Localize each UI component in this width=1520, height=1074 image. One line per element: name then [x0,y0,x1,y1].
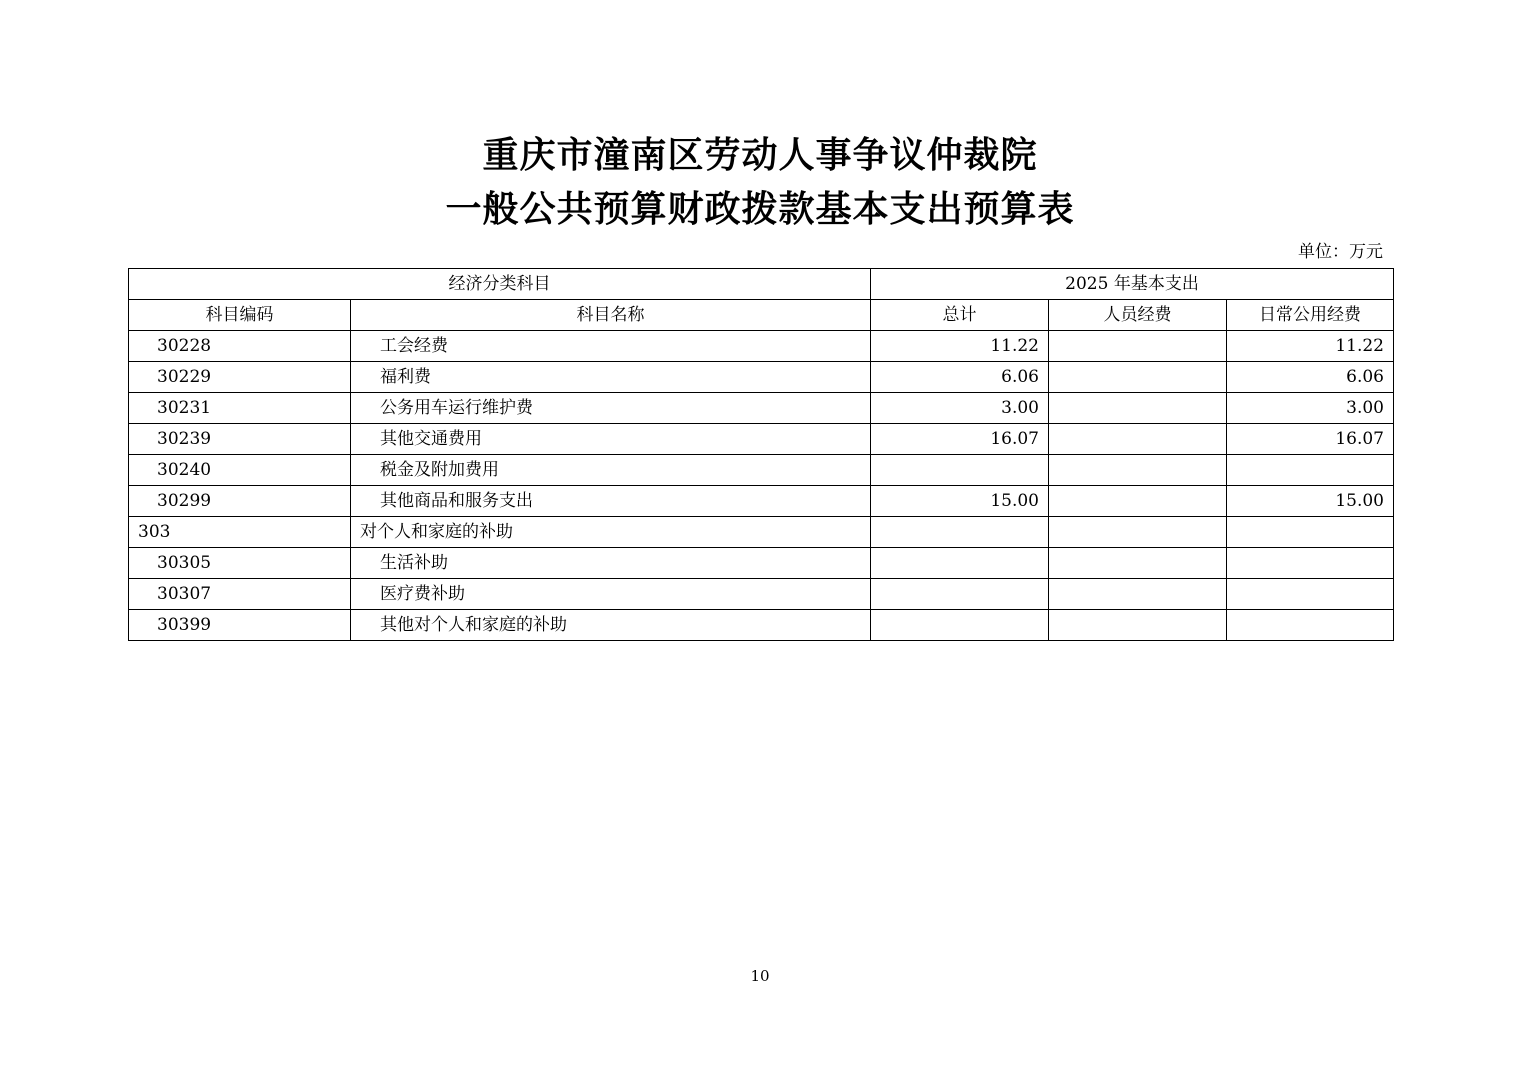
cell-total [871,579,1049,610]
cell-code: 30305 [129,548,351,579]
cell-total: 6.06 [871,362,1049,393]
table-row [129,579,1394,610]
cell-daily [1227,579,1394,610]
cell-personnel [1049,393,1227,424]
table-row [129,610,1394,641]
cell-personnel [1049,455,1227,486]
budget-table [128,268,1394,641]
cell-daily [1227,610,1394,641]
cell-code: 30399 [129,610,351,641]
cell-code: 30240 [129,455,351,486]
cell-name: 对个人和家庭的补助 [351,517,871,548]
cell-total: 15.00 [871,486,1049,517]
cell-personnel [1049,486,1227,517]
group-header-row [129,269,1394,300]
cell-personnel [1049,517,1227,548]
column-header-row [129,300,1394,331]
cell-daily: 15.00 [1227,486,1394,517]
table-row [129,517,1394,548]
table-row [129,424,1394,455]
cell-personnel [1049,610,1227,641]
table-row [129,455,1394,486]
table-row [129,331,1394,362]
cell-daily [1227,517,1394,548]
document-title-line1: 重庆市潼南区劳动人事争议仲裁院 [482,134,1038,176]
document-title-line2: 一般公共预算财政拨款基本支出预算表 [445,188,1075,230]
cell-code: 30239 [129,424,351,455]
cell-name: 生活补助 [351,548,871,579]
table-row [129,393,1394,424]
page-number: 10 [750,967,770,985]
table-row [129,362,1394,393]
header-basic-expenditure: 2025 年基本支出 [871,269,1394,300]
cell-total [871,548,1049,579]
cell-daily [1227,548,1394,579]
cell-personnel [1049,548,1227,579]
header-daily: 日常公用经费 [1227,300,1394,331]
cell-total: 11.22 [871,331,1049,362]
table-row [129,548,1394,579]
header-code: 科目编码 [129,300,351,331]
cell-code: 30307 [129,579,351,610]
cell-code: 30229 [129,362,351,393]
cell-daily: 11.22 [1227,331,1394,362]
cell-daily [1227,455,1394,486]
cell-name: 福利费 [351,362,871,393]
cell-code: 30231 [129,393,351,424]
header-name: 科目名称 [351,300,871,331]
cell-daily: 3.00 [1227,393,1394,424]
cell-total [871,610,1049,641]
header-economic-category: 经济分类科目 [129,269,871,300]
cell-name: 公务用车运行维护费 [351,393,871,424]
cell-code: 303 [129,517,351,548]
cell-code: 30299 [129,486,351,517]
cell-name: 税金及附加费用 [351,455,871,486]
cell-name: 其他交通费用 [351,424,871,455]
cell-total: 3.00 [871,393,1049,424]
cell-total [871,517,1049,548]
cell-daily: 6.06 [1227,362,1394,393]
table-row [129,486,1394,517]
cell-personnel [1049,362,1227,393]
cell-name: 其他对个人和家庭的补助 [351,610,871,641]
cell-personnel [1049,331,1227,362]
cell-daily: 16.07 [1227,424,1394,455]
cell-personnel [1049,424,1227,455]
cell-code: 30228 [129,331,351,362]
cell-name: 其他商品和服务支出 [351,486,871,517]
cell-personnel [1049,579,1227,610]
header-personnel: 人员经费 [1049,300,1227,331]
cell-name: 医疗费补助 [351,579,871,610]
cell-total: 16.07 [871,424,1049,455]
header-total: 总计 [871,300,1049,331]
cell-total [871,455,1049,486]
cell-name: 工会经费 [351,331,871,362]
unit-label: 单位：万元 [1298,242,1383,262]
